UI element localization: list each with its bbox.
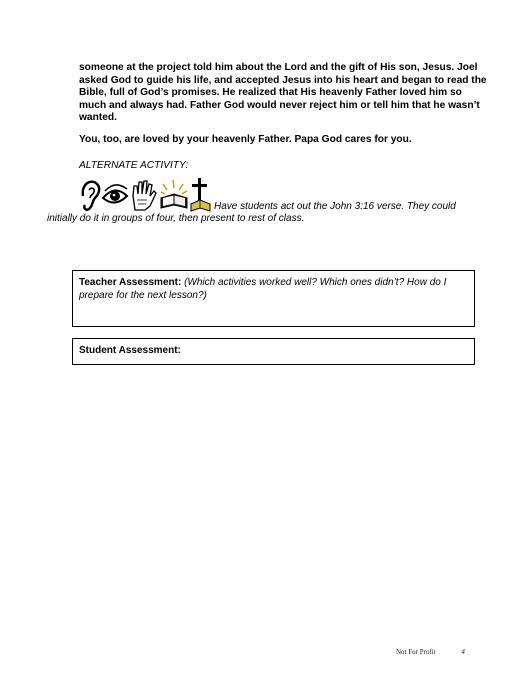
teacher-assessment-prompt: (Which activities worked well? Which ones didn’t? How do I prepare for the next lesson?) [79, 277, 447, 301]
alternate-activity-text: Have students act out the John 3:16 verse. They could initially do it in groups of four, then present to rest of class. [47, 201, 456, 224]
page-number: 4 [461, 648, 465, 656]
page-footer [396, 648, 465, 656]
story-paragraph-2: You, too, are loved by your heavenly Father. Papa God cares for you. [79, 134, 412, 145]
student-assessment-box [72, 338, 475, 365]
footer-text: Not For Profit [396, 648, 436, 656]
teacher-assessment-box [72, 270, 475, 327]
eye-icon [103, 185, 127, 203]
teacher-assessment-label: Teacher Assessment: [79, 277, 182, 288]
alternate-activity-title: ALTERNATE ACTIVITY: [79, 160, 189, 171]
student-assessment-label: Student Assessment: [79, 345, 181, 356]
story-paragraph-1: someone at the project told him about the Lord and the gift of His son, Jesus. Joel asked God to guide his life, and accepted Jesus into his heart and began to read the Bible, full of God’s promises. He realized that His heavenly Father loved him so much and always had. Father God would never reject him or tell him that he wasn’t wanted. [79, 62, 487, 123]
